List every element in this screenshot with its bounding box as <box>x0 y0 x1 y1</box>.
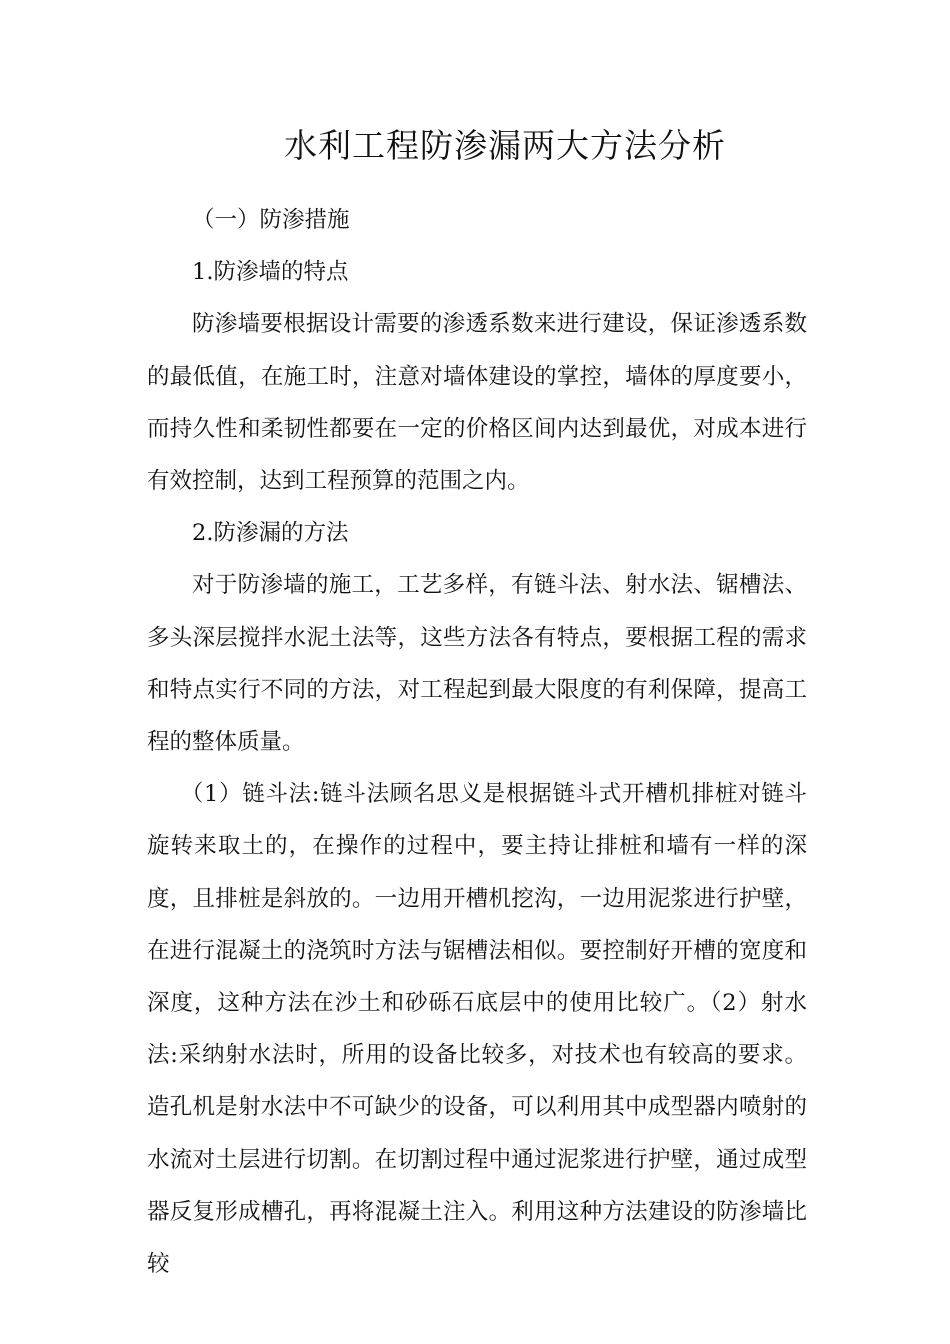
section-heading: （一）防渗措施 <box>192 207 350 233</box>
subsection-heading-2: 2.防渗漏的方法 <box>192 520 349 547</box>
document-title: 水利工程防渗漏两大方法分析 <box>284 126 726 165</box>
paragraph-1: 防渗墙要根据设计需要的渗透系数来进行建设，保证渗透系数的最低值，在施工时，注意对墙体建设的掌控，墙体的厚度要小，而持久性和柔韧性都要在一定的价格区间内达到最优，对成本进行有效控制，达到工程预算的范围之内。 <box>147 311 807 495</box>
paragraph-3: （1）链斗法:链斗法顾名思义是根据链斗式开槽机排桩对链斗旋转来取土的，在操作的过程中，要主持让排桩和墙有一样的深度，且排桩是斜放的。一边用开槽机挖沟，一边用泥浆进行护壁，在进行混凝土的浇筑时方法与锯槽法相似。要控制好开槽的宽度和深度，这种方法在沙土和砂砾石底层中的使用比较广。（2）射水法:采纳射水法时，所用的设备比较多，对技术也有较高的要求。造孔机是射水法中不可缺少的设备，可以利用其中成型器内喷射的水流对土层进行切割。在切割过程中通过泥浆进行护壁，通过成型器反复形成槽孔，再将混凝土注入。利用这种方法建设的防渗墙比较 <box>147 781 807 1278</box>
document-body <box>147 194 807 1290</box>
subsection-heading-1: 1.防渗墙的特点 <box>192 259 349 286</box>
paragraph-2: 对于防渗墙的施工，工艺多样，有链斗法、射水法、锯槽法、多头深层搅拌水泥土法等，这些方法各有特点，要根据工程的需求和特点实行不同的方法，对工程起到最大限度的有利保障，提高工程的整体质量。 <box>147 572 807 756</box>
